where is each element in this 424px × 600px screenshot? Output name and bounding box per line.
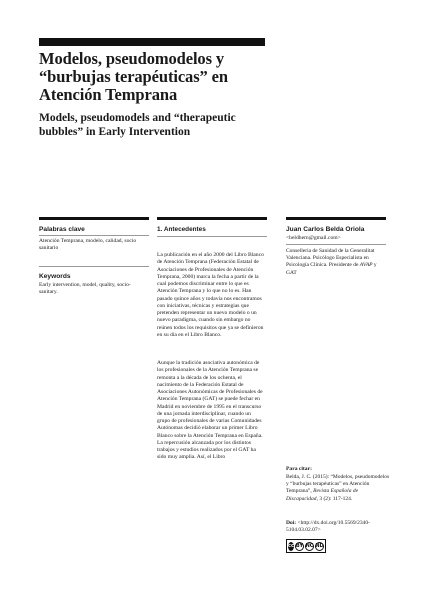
body-paragraph-1: La publicación en el año 2000 del Libro Blanco de Atención Temprana (Federación Estatal de Asociaciones de Profesionales de Atención Temprana, 2000) marca la fecha a partir de la cual podemos discriminar entre lo que es Atención Temprana y lo que no lo es. Han pasado quince años y todavía nos encontramos con iniciativas, técnicas y estrategias que pretenden representar un nuevo modelo o un nuevo paradigma, cuando sin embargo no reúnen todos los requisitos que ya se definieron en su día en el Libro Blanco. — [157, 252, 264, 338]
body-paragraph-2: Aunque la tradición asociativa autonómica de los profesionales de la Atención Temprana se remonta a la década de los ochenta, el nacimiento de la Federación Estatal de Asociaciones Autonómicas de Profesionales de Atención Temprana (GAT) se puede fechar en Madrid en noviembre de 1995 en el transcurso de una jornada interdisciplinar, cuando un grupo de profesionales de varias Comunidades Autónomas decidió elaborar un primer Libro Blanco sobre la Atención Temprana en España. La repercusión alcanzada por los distintos trabajos y estudios realizados por el GAT ha sido muy amplia. Así, el Libro — [157, 360, 263, 461]
citation-reference: Belda, J. C. (2015): “Modelos, pseudomodelos y “burbujas terapéuticas” en Atención Temprana”, — [286, 474, 390, 495]
affiliation-text: Conselleria de Sanidad de la Generalitat Valenciana. Psicólogo Especialista en Psicología Clínica. Presidente de — [286, 248, 375, 269]
author-email: <beldhern@gmail.com> — [286, 235, 341, 241]
doi-line — [286, 520, 396, 534]
keywords-section-divider — [39, 266, 149, 267]
author-divider — [286, 244, 386, 245]
article-title-english: Models, pseudomodels and “therapeutic bubbles” in Early Intervention — [39, 112, 236, 138]
body-column-rule — [157, 217, 267, 220]
citation-label: Para citar: — [286, 466, 312, 472]
author-column-rule — [286, 217, 386, 220]
doi-label: Doi: — [286, 520, 297, 526]
affiliation-association: AVAP — [359, 262, 373, 269]
author-name: Juan Carlos Belda Oriola — [286, 226, 365, 233]
keywords-en-text: Early intervention, model, quality, socio-sanitary. — [39, 282, 131, 296]
keywords-column-rule — [39, 217, 149, 220]
keywords-en-heading: Keywords — [39, 273, 71, 280]
citation-volume: , 3 (2): 117-124. — [316, 495, 353, 502]
keywords-es-text: Atención Temprana, modelo, calidad, socio sanitario — [39, 238, 137, 252]
section-divider — [157, 236, 267, 237]
creative-commons-license-badge[interactable] — [286, 539, 326, 553]
section-heading: 1. Antecedentes — [157, 226, 206, 233]
noncommercial-icon: NC — [305, 543, 314, 549]
title-top-rule — [39, 38, 265, 46]
cc-icon: cc — [288, 543, 294, 549]
keywords-es-heading: Palabras clave — [39, 226, 85, 233]
noderivatives-icon: ND — [315, 543, 324, 549]
author-affiliation — [286, 248, 386, 277]
affiliation-tail: y GAT — [286, 262, 377, 276]
keywords-es-divider — [39, 235, 149, 236]
article-title-spanish: Modelos, pseudomodelos y “burbujas terapéuticas” en Atención Temprana — [39, 49, 228, 104]
citation-journal: Revista Española de Discapacidad — [286, 488, 359, 502]
attribution-icon: BY — [295, 543, 304, 549]
citation-text — [286, 474, 390, 503]
doi-link[interactable]: <http://dx.doi.org/10.5569/2340-5104.03.02.07> — [286, 520, 370, 534]
